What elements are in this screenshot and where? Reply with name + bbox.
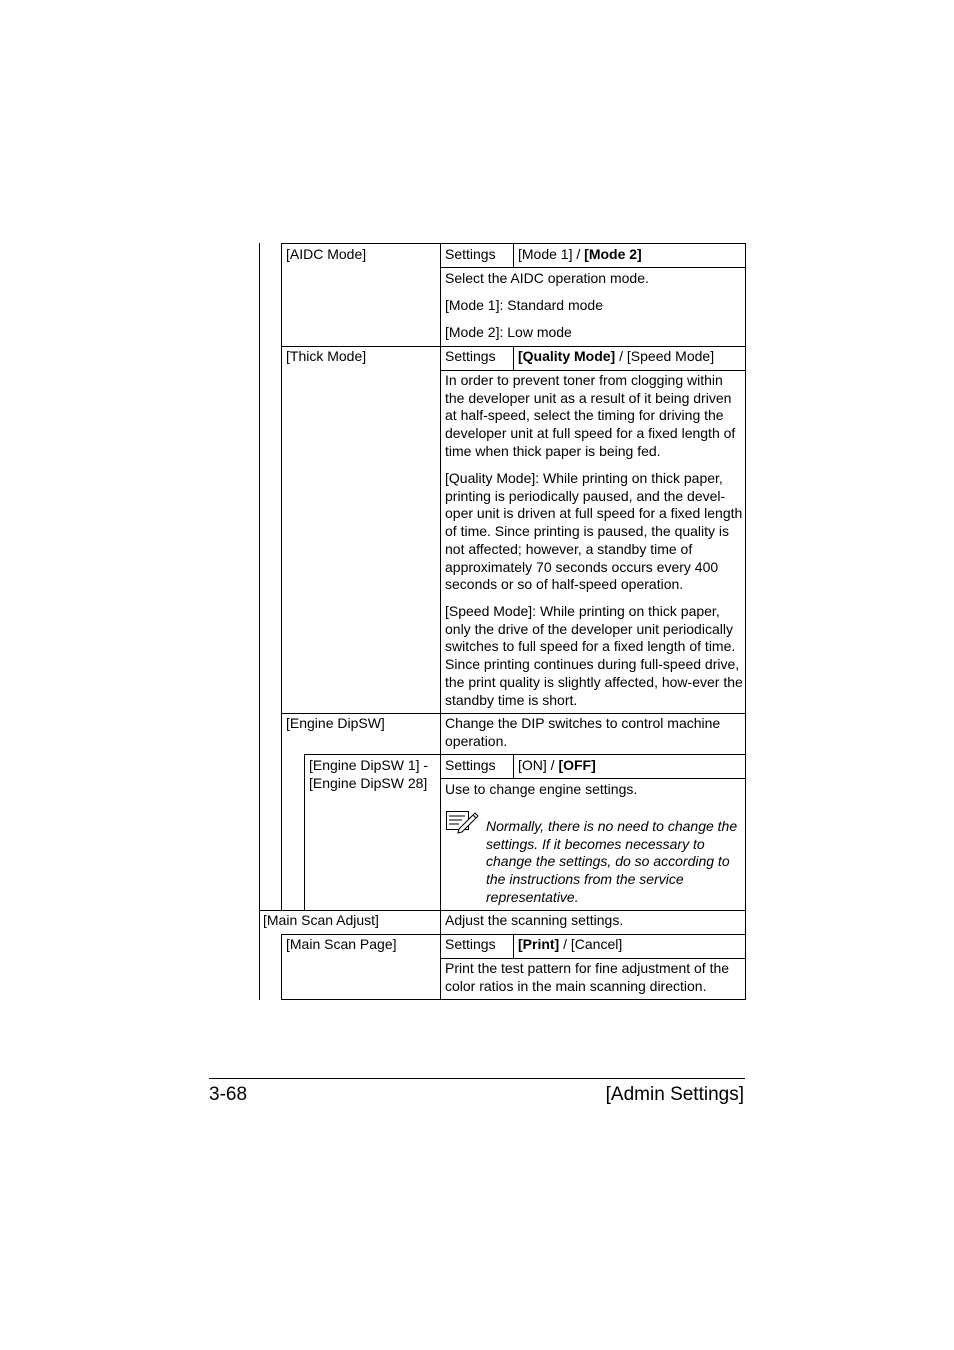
scanpage-option-print-default: [Print] [518,936,560,952]
dipsw-option-on: [ON] [518,757,547,773]
note-pencil-icon [445,810,481,834]
thick-option-quality-default: [Quality Mode] [518,348,616,364]
main-scan-adjust-description: Adjust the scanning settings. [445,912,624,928]
tree-line-level0 [259,243,260,1000]
page-number: 3-68 [209,1084,248,1105]
row-rule [281,346,746,347]
thick-settings-options [518,348,714,366]
aidc-settings-options [518,246,642,264]
scanpage-settings-options [518,936,622,954]
dipsw-note: Normally, there is no need to change the settings. If it becomes necessary to change the settings, do so according to the instructions from the service representative. [486,818,738,905]
thick-settings-label: Settings [445,348,496,364]
tree-line-level2 [304,754,305,911]
aidc-settings-label: Settings [445,246,496,262]
scanpage-option-cancel: [Cancel] [570,936,623,952]
engine-dipsw-description: Change the DIP switches to control machine operation. [445,715,721,749]
dipsw-range-label-line1: [Engine DipSW 1] - [309,757,429,773]
dipsw-range-label-line2: [Engine DipSW 28] [309,775,428,791]
option-separator: / [572,246,585,262]
section-title: [Admin Settings] [605,1084,744,1105]
footer-rule [209,1078,745,1079]
option-separator: / [546,757,559,773]
settings-divider [513,346,514,370]
dipsw-option-off-default: [OFF] [558,757,596,773]
thick-mode-label: [Thick Mode] [286,348,367,364]
settings-divider [513,754,514,778]
aidc-option-mode1: [Mode 1] [518,246,573,262]
scanpage-settings-label: Settings [445,936,496,952]
table-right-edge [745,243,746,1000]
dipsw-settings-label: Settings [445,757,496,773]
row-rule [304,754,746,755]
aidc-mode-label: [AIDC Mode] [286,246,367,262]
option-separator: / [559,936,571,952]
settings-divider [513,243,514,267]
dipsw-settings-options [518,757,596,775]
thick-quality-mode-description: [Quality Mode]: While printing on thick paper, printing is periodically paused, and the devel-oper unit is driven at full speed for a fixed length of time. Since printing is paused, the quality is not affected; however, a standby time of approximately 70 seconds occurs every 400 seconds or so of half-speed operation. [445,470,743,593]
aidc-mode2-description: [Mode 2]: Low mode [445,324,572,340]
thick-option-speed: [Speed Mode] [626,348,715,364]
row-rule [281,934,746,935]
tree-line-level1 [281,243,282,911]
aidc-mode1-description: [Mode 1]: Standard mode [445,297,603,313]
row-rule [440,370,746,371]
settings-divider [513,934,514,958]
thick-speed-mode-description: [Speed Mode]: While printing on thick paper, only the drive of the developer unit periodically switches to full speed for a fixed length of time. Since printing continues during full-speed drive, the print quality is slightly affected, how-ever the standby time is short. [445,603,743,708]
row-rule [281,243,746,244]
row-rule [440,958,746,959]
column-divider [440,243,441,1000]
row-rule [281,713,746,714]
row-rule [259,910,746,911]
option-separator: / [615,348,627,364]
tree-line-level1-b [281,935,282,1000]
thick-description: In order to prevent toner from clogging within the developer unit as a result of it being driven at half-speed, select the timing for driving the developer unit at full speed for a fixed length of time when thick paper is being fed. [445,372,736,459]
row-rule [281,999,746,1000]
main-scan-page-label: [Main Scan Page] [286,936,397,952]
dipsw-description: Use to change engine settings. [445,781,638,797]
engine-dipsw-label: [Engine DipSW] [286,715,385,731]
row-rule [440,778,746,779]
scanpage-description: Print the test pattern for fine adjustment of the color ratios in the main scanning direction. [445,960,730,994]
aidc-option-mode2-default: [Mode 2] [584,246,642,262]
row-rule [440,267,746,268]
aidc-description: Select the AIDC operation mode. [445,270,649,286]
main-scan-adjust-label: [Main Scan Adjust] [263,912,379,928]
